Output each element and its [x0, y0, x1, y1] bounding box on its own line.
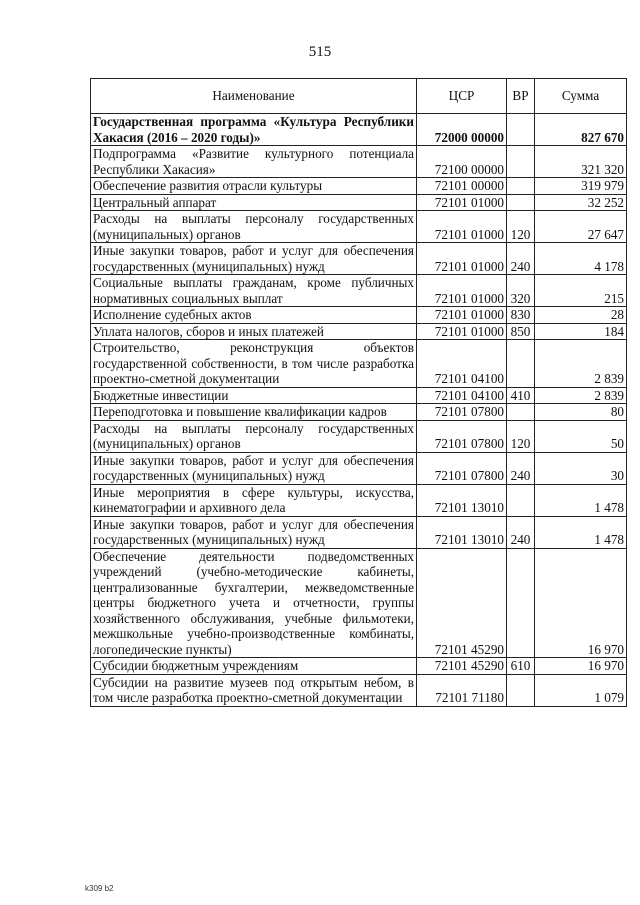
row-sum: 184: [535, 323, 627, 340]
row-vr: [507, 178, 535, 195]
row-name: Субсидии на развитие музеев под открытым небом, в том числе разработка проектно-сметной документации: [91, 674, 417, 706]
table-row: [91, 194, 627, 211]
row-vr: [507, 674, 535, 706]
table-row: [91, 243, 627, 275]
row-vr: 120: [507, 420, 535, 452]
row-sum: 80: [535, 404, 627, 421]
row-sum: 319 979: [535, 178, 627, 195]
row-csr: 72101 07800: [417, 420, 507, 452]
row-csr: 72101 13010: [417, 484, 507, 516]
row-name: Подпрограмма «Развитие культурного потенциала Республики Хакасия»: [91, 146, 417, 178]
table-row: [91, 211, 627, 243]
table-row: [91, 658, 627, 675]
row-vr: [507, 404, 535, 421]
row-sum: 50: [535, 420, 627, 452]
row-sum: 2 839: [535, 387, 627, 404]
budget-table: [90, 78, 627, 707]
table-row: [91, 420, 627, 452]
row-vr: [507, 548, 535, 658]
row-vr: 240: [507, 516, 535, 548]
row-vr: 850: [507, 323, 535, 340]
row-vr: 120: [507, 211, 535, 243]
row-vr: [507, 146, 535, 178]
row-csr: 72101 01000: [417, 323, 507, 340]
row-csr: 72101 45290: [417, 548, 507, 658]
row-csr: 72101 01000: [417, 194, 507, 211]
table-row: [91, 452, 627, 484]
row-csr: 72101 04100: [417, 340, 507, 388]
row-sum: 4 178: [535, 243, 627, 275]
row-vr: [507, 484, 535, 516]
table-row: [91, 178, 627, 195]
row-csr: 72101 00000: [417, 178, 507, 195]
row-name: Строительство, реконструкция объектов государственной собственности, в том числе разработка проектно-сметной документации: [91, 340, 417, 388]
row-sum: 215: [535, 275, 627, 307]
row-sum: 1 478: [535, 484, 627, 516]
row-name: Иные закупки товаров, работ и услуг для обеспечения государственных (муниципальных) нужд: [91, 516, 417, 548]
row-vr: 410: [507, 387, 535, 404]
header-sum: Сумма: [535, 79, 627, 114]
row-name: Расходы на выплаты персоналу государственных (муниципальных) органов: [91, 211, 417, 243]
row-name: Субсидии бюджетным учреждениям: [91, 658, 417, 675]
row-sum: 827 670: [535, 114, 627, 146]
row-vr: 610: [507, 658, 535, 675]
row-sum: 30: [535, 452, 627, 484]
row-vr: 320: [507, 275, 535, 307]
row-sum: 27 647: [535, 211, 627, 243]
row-name: Уплата налогов, сборов и иных платежей: [91, 323, 417, 340]
row-sum: 2 839: [535, 340, 627, 388]
row-name: Бюджетные инвестиции: [91, 387, 417, 404]
row-name: Расходы на выплаты персоналу государственных (муниципальных) органов: [91, 420, 417, 452]
row-vr: 240: [507, 243, 535, 275]
row-vr: 830: [507, 307, 535, 324]
row-csr: 72101 01000: [417, 243, 507, 275]
table-row: [91, 516, 627, 548]
row-vr: [507, 194, 535, 211]
page-number: 515: [308, 44, 332, 60]
table-row: [91, 114, 627, 146]
row-csr: 72101 01000: [417, 211, 507, 243]
row-csr: 72101 01000: [417, 275, 507, 307]
table-row: [91, 146, 627, 178]
table-row: [91, 307, 627, 324]
header-name: Наименование: [91, 79, 417, 114]
row-csr: 72101 04100: [417, 387, 507, 404]
row-name: Иные мероприятия в сфере культуры, искусства, кинематографии и архивного дела: [91, 484, 417, 516]
row-vr: [507, 114, 535, 146]
row-sum: 1 079: [535, 674, 627, 706]
row-csr: 72101 07800: [417, 452, 507, 484]
header-csr: ЦСР: [417, 79, 507, 114]
table-row: [91, 275, 627, 307]
row-name: Центральный аппарат: [91, 194, 417, 211]
row-name: Переподготовка и повышение квалификации кадров: [91, 404, 417, 421]
row-name: Обеспечение развития отрасли культуры: [91, 178, 417, 195]
row-sum: 16 970: [535, 548, 627, 658]
row-name: Социальные выплаты гражданам, кроме публичных нормативных социальных выплат: [91, 275, 417, 307]
row-csr: 72101 71180: [417, 674, 507, 706]
table-row: [91, 548, 627, 658]
table-body: [91, 114, 627, 707]
row-sum: 321 320: [535, 146, 627, 178]
row-name: Государственная программа «Культура Республики Хакасия (2016 – 2020 годы)»: [91, 114, 417, 146]
row-sum: 32 252: [535, 194, 627, 211]
row-name: Иные закупки товаров, работ и услуг для обеспечения государственных (муниципальных) нужд: [91, 452, 417, 484]
table-row: [91, 387, 627, 404]
row-sum: 28: [535, 307, 627, 324]
row-csr: 72101 01000: [417, 307, 507, 324]
row-csr: 72101 07800: [417, 404, 507, 421]
table-row: [91, 340, 627, 388]
row-vr: 240: [507, 452, 535, 484]
row-name: Обеспечение деятельности подведомственных учреждений (учебно-методические кабинеты, централизованные бухгалтерии, межведомственные центры бюджетного учета и отчетности, группы хозяйственного обслуживания, учебные фильмотеки, межшкольные учебно-производственные комбинаты, логопедические пункты): [91, 548, 417, 658]
row-sum: 16 970: [535, 658, 627, 675]
row-csr: 72100 00000: [417, 146, 507, 178]
table-row: [91, 323, 627, 340]
header-vr: ВР: [507, 79, 535, 114]
table-row: [91, 674, 627, 706]
table-row: [91, 404, 627, 421]
row-csr: 72101 45290: [417, 658, 507, 675]
row-name: Иные закупки товаров, работ и услуг для обеспечения государственных (муниципальных) нужд: [91, 243, 417, 275]
row-vr: [507, 340, 535, 388]
row-name: Исполнение судебных актов: [91, 307, 417, 324]
table-row: [91, 484, 627, 516]
footer-code: k309 b2: [85, 884, 114, 893]
table-header: [91, 79, 627, 114]
row-csr: 72101 13010: [417, 516, 507, 548]
row-sum: 1 478: [535, 516, 627, 548]
row-csr: 72000 00000: [417, 114, 507, 146]
